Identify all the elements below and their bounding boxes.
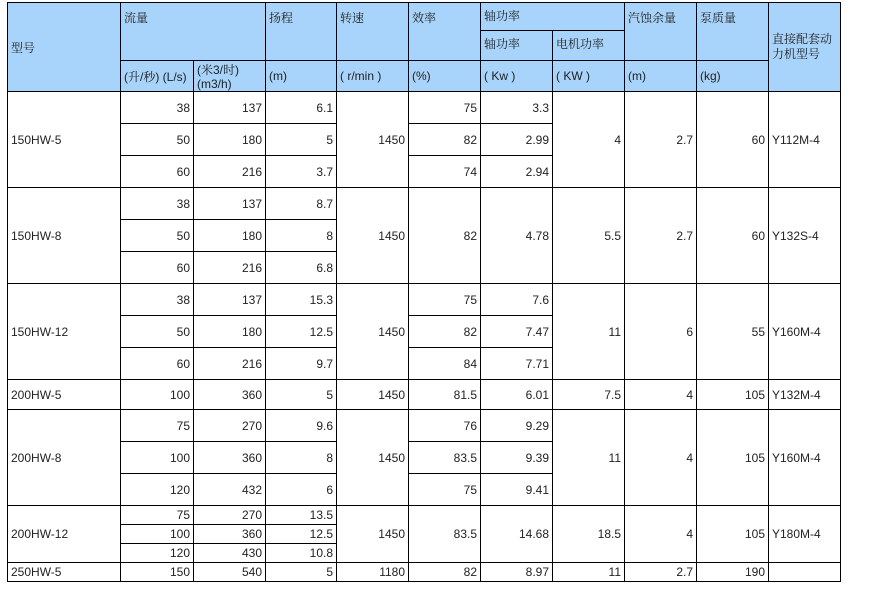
flow-m3h-cell: 360	[194, 380, 266, 410]
motor-power-cell: 11	[553, 563, 625, 582]
flow-m3h-cell: 137	[194, 92, 266, 124]
shaft-power-cell: 2.99	[481, 124, 553, 156]
weight-cell: 105	[697, 410, 769, 506]
shaft-power-cell: 3.3	[481, 92, 553, 124]
npsh-cell: 2.7	[625, 92, 697, 188]
flow-m3h-cell: 137	[194, 188, 266, 220]
header-npsh: 汽蚀余量	[625, 3, 697, 61]
efficiency-cell: 83.5	[409, 506, 481, 563]
head-cell: 9.6	[266, 410, 337, 442]
flow-ls-cell: 120	[121, 544, 194, 563]
motor-model-cell	[769, 563, 841, 582]
speed-cell: 1450	[337, 506, 409, 563]
flow-ls-cell: 100	[121, 380, 194, 410]
header-efficiency: 效率	[409, 3, 481, 61]
efficiency-cell: 81.5	[409, 380, 481, 410]
unit-motor-power: ( KW )	[553, 61, 625, 92]
flow-ls-cell: 150	[121, 563, 194, 582]
flow-m3h-cell: 180	[194, 220, 266, 252]
header-head: 扬程	[266, 3, 337, 61]
unit-speed: ( r/min )	[337, 61, 409, 92]
speed-cell: 1450	[337, 188, 409, 284]
npsh-cell: 4	[625, 380, 697, 410]
unit-flow-m3h: (米3/时)(m3/h)	[194, 61, 266, 92]
model-cell: 200HW-5	[8, 380, 121, 410]
motor-power-cell: 11	[553, 284, 625, 380]
motor-model-cell: Y112M-4	[769, 92, 841, 188]
model-cell: 150HW-5	[8, 92, 121, 188]
flow-m3h-cell: 216	[194, 348, 266, 380]
weight-cell: 60	[697, 188, 769, 284]
head-cell: 15.3	[266, 284, 337, 316]
efficiency-cell: 82	[409, 124, 481, 156]
npsh-cell: 4	[625, 506, 697, 563]
shaft-power-cell: 7.6	[481, 284, 553, 316]
unit-npsh: (m)	[625, 61, 697, 92]
shaft-power-cell: 14.68	[481, 506, 553, 563]
header-speed: 转速	[337, 3, 409, 61]
efficiency-cell: 74	[409, 156, 481, 188]
npsh-cell: 2.7	[625, 188, 697, 284]
weight-cell: 60	[697, 92, 769, 188]
shaft-power-cell: 9.39	[481, 442, 553, 474]
motor-power-cell: 4	[553, 92, 625, 188]
head-cell: 12.5	[266, 525, 337, 544]
head-cell: 5	[266, 380, 337, 410]
head-cell: 8	[266, 442, 337, 474]
head-cell: 10.8	[266, 544, 337, 563]
header-flow: 流量	[121, 3, 266, 61]
shaft-power-cell: 2.94	[481, 156, 553, 188]
flow-ls-cell: 50	[121, 124, 194, 156]
head-cell: 12.5	[266, 316, 337, 348]
model-cell: 200HW-12	[8, 506, 121, 563]
flow-ls-cell: 38	[121, 188, 194, 220]
flow-m3h-cell: 137	[194, 284, 266, 316]
flow-ls-cell: 100	[121, 442, 194, 474]
head-cell: 5	[266, 563, 337, 582]
motor-power-cell: 5.5	[553, 188, 625, 284]
header-shaft-power: 轴功率	[481, 31, 553, 61]
flow-m3h-cell: 216	[194, 252, 266, 284]
efficiency-cell: 83.5	[409, 442, 481, 474]
efficiency-cell: 84	[409, 348, 481, 380]
head-cell: 5	[266, 124, 337, 156]
head-cell: 8	[266, 220, 337, 252]
npsh-cell: 6	[625, 284, 697, 380]
flow-ls-cell: 75	[121, 506, 194, 525]
motor-model-cell: Y160M-4	[769, 410, 841, 506]
flow-m3h-cell: 540	[194, 563, 266, 582]
flow-ls-cell: 60	[121, 156, 194, 188]
flow-m3h-cell: 180	[194, 316, 266, 348]
head-cell: 6.1	[266, 92, 337, 124]
shaft-power-cell: 7.71	[481, 348, 553, 380]
motor-model-cell: Y132M-4	[769, 380, 841, 410]
header-power-group: 轴功率	[481, 3, 625, 31]
flow-m3h-cell: 180	[194, 124, 266, 156]
speed-cell: 1450	[337, 410, 409, 506]
flow-ls-cell: 75	[121, 410, 194, 442]
head-cell: 8.7	[266, 188, 337, 220]
weight-cell: 190	[697, 563, 769, 582]
motor-power-cell: 18.5	[553, 506, 625, 563]
unit-shaft-power: ( Kw )	[481, 61, 553, 92]
head-cell: 13.5	[266, 506, 337, 525]
shaft-power-cell: 6.01	[481, 380, 553, 410]
head-cell: 6	[266, 474, 337, 506]
shaft-power-cell: 4.78	[481, 188, 553, 284]
motor-power-cell: 11	[553, 410, 625, 506]
shaft-power-cell: 7.47	[481, 316, 553, 348]
efficiency-cell: 76	[409, 410, 481, 442]
shaft-power-cell: 9.41	[481, 474, 553, 506]
flow-ls-cell: 100	[121, 525, 194, 544]
weight-cell: 105	[697, 380, 769, 410]
unit-efficiency: (%)	[409, 61, 481, 92]
efficiency-cell: 75	[409, 92, 481, 124]
motor-model-cell: Y132S-4	[769, 188, 841, 284]
unit-head: (m)	[266, 61, 337, 92]
header-model: 型号	[8, 3, 121, 92]
head-cell: 3.7	[266, 156, 337, 188]
flow-m3h-cell: 270	[194, 506, 266, 525]
flow-m3h-cell: 430	[194, 544, 266, 563]
efficiency-cell: 82	[409, 316, 481, 348]
npsh-cell: 4	[625, 410, 697, 506]
weight-cell: 105	[697, 506, 769, 563]
efficiency-cell: 75	[409, 284, 481, 316]
shaft-power-cell: 8.97	[481, 563, 553, 582]
speed-cell: 1450	[337, 284, 409, 380]
flow-ls-cell: 60	[121, 252, 194, 284]
flow-ls-cell: 38	[121, 284, 194, 316]
flow-ls-cell: 120	[121, 474, 194, 506]
pump-spec-table	[7, 2, 841, 582]
model-cell: 250HW-5	[8, 563, 121, 582]
efficiency-cell: 75	[409, 474, 481, 506]
flow-m3h-cell: 360	[194, 525, 266, 544]
flow-m3h-cell: 270	[194, 410, 266, 442]
header-weight: 泵质量	[697, 3, 769, 61]
speed-cell: 1450	[337, 380, 409, 410]
speed-cell: 1180	[337, 563, 409, 582]
speed-cell: 1450	[337, 92, 409, 188]
unit-weight: (kg)	[697, 61, 769, 92]
flow-ls-cell: 50	[121, 220, 194, 252]
flow-m3h-cell: 432	[194, 474, 266, 506]
flow-m3h-cell: 216	[194, 156, 266, 188]
flow-ls-cell: 60	[121, 348, 194, 380]
motor-power-cell: 7.5	[553, 380, 625, 410]
weight-cell: 55	[697, 284, 769, 380]
model-cell: 200HW-8	[8, 410, 121, 506]
efficiency-cell: 82	[409, 563, 481, 582]
flow-m3h-cell: 360	[194, 442, 266, 474]
shaft-power-cell: 9.29	[481, 410, 553, 442]
flow-ls-cell: 50	[121, 316, 194, 348]
motor-model-cell: Y160M-4	[769, 284, 841, 380]
npsh-cell: 2.7	[625, 563, 697, 582]
header-motor-power: 电机功率	[553, 31, 625, 61]
model-cell: 150HW-8	[8, 188, 121, 284]
model-cell: 150HW-12	[8, 284, 121, 380]
unit-flow-ls: (升/秒) (L/s)	[121, 61, 194, 92]
efficiency-cell: 82	[409, 188, 481, 284]
header-motor-model: 直接配套动力机型号	[769, 3, 841, 92]
flow-ls-cell: 38	[121, 92, 194, 124]
motor-model-cell: Y180M-4	[769, 506, 841, 563]
head-cell: 9.7	[266, 348, 337, 380]
head-cell: 6.8	[266, 252, 337, 284]
